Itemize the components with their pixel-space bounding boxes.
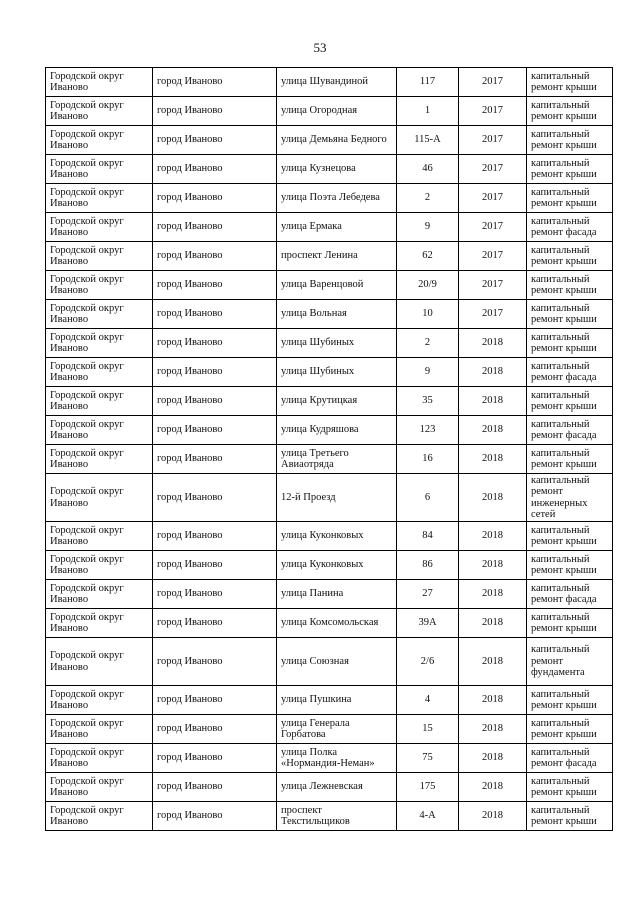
street-cell: улица Кузнецова — [277, 155, 397, 184]
street-cell: улица Куконковых — [277, 551, 397, 580]
district-cell: Городской округ Иваново — [46, 68, 153, 97]
city-cell: город Иваново — [153, 802, 277, 831]
street-cell: 12-й Проезд — [277, 474, 397, 522]
work-type-cell: капитальный ремонт крыши — [527, 551, 613, 580]
table-row — [46, 474, 613, 522]
table-row — [46, 445, 613, 474]
year-cell: 2017 — [459, 300, 527, 329]
city-cell: город Иваново — [153, 715, 277, 744]
house-number-cell: 15 — [397, 715, 459, 744]
street-cell: проспект Текстильщиков — [277, 802, 397, 831]
house-number-cell: 39А — [397, 609, 459, 638]
year-cell: 2018 — [459, 580, 527, 609]
table-row — [46, 773, 613, 802]
year-cell: 2017 — [459, 271, 527, 300]
district-cell: Городской округ Иваново — [46, 387, 153, 416]
work-type-cell: капитальный ремонт крыши — [527, 715, 613, 744]
table-row — [46, 802, 613, 831]
city-cell: город Иваново — [153, 271, 277, 300]
district-cell: Городской округ Иваново — [46, 300, 153, 329]
city-cell: город Иваново — [153, 68, 277, 97]
house-number-cell: 84 — [397, 522, 459, 551]
work-type-cell: капитальный ремонт фасада — [527, 213, 613, 242]
table-row — [46, 522, 613, 551]
street-cell: улица Шубиных — [277, 329, 397, 358]
table-row — [46, 155, 613, 184]
street-cell: улица Ермака — [277, 213, 397, 242]
street-cell: улица Комсомольская — [277, 609, 397, 638]
city-cell: город Иваново — [153, 686, 277, 715]
district-cell: Городской округ Иваново — [46, 580, 153, 609]
house-number-cell: 6 — [397, 474, 459, 522]
house-number-cell: 115-А — [397, 126, 459, 155]
year-cell: 2018 — [459, 387, 527, 416]
year-cell: 2018 — [459, 638, 527, 686]
year-cell: 2017 — [459, 184, 527, 213]
street-cell: улица Лежневская — [277, 773, 397, 802]
street-cell: улица Поэта Лебедева — [277, 184, 397, 213]
house-number-cell: 62 — [397, 242, 459, 271]
house-number-cell: 1 — [397, 97, 459, 126]
city-cell: город Иваново — [153, 416, 277, 445]
year-cell: 2018 — [459, 715, 527, 744]
table-row — [46, 358, 613, 387]
house-number-cell: 2 — [397, 184, 459, 213]
table-row — [46, 242, 613, 271]
work-type-cell: капитальный ремонт крыши — [527, 802, 613, 831]
house-number-cell: 16 — [397, 445, 459, 474]
district-cell: Городской округ Иваново — [46, 97, 153, 126]
house-number-cell: 75 — [397, 744, 459, 773]
table-row — [46, 387, 613, 416]
year-cell: 2018 — [459, 609, 527, 638]
district-cell: Городской округ Иваново — [46, 715, 153, 744]
year-cell: 2017 — [459, 68, 527, 97]
work-type-cell: капитальный ремонт крыши — [527, 522, 613, 551]
work-type-cell: капитальный ремонт крыши — [527, 126, 613, 155]
year-cell: 2018 — [459, 416, 527, 445]
table-row — [46, 416, 613, 445]
table-row — [46, 551, 613, 580]
house-number-cell: 2 — [397, 329, 459, 358]
district-cell: Городской округ Иваново — [46, 155, 153, 184]
district-cell: Городской округ Иваново — [46, 445, 153, 474]
city-cell: город Иваново — [153, 387, 277, 416]
street-cell: улица Куконковых — [277, 522, 397, 551]
house-number-cell: 123 — [397, 416, 459, 445]
district-cell: Городской округ Иваново — [46, 242, 153, 271]
district-cell: Городской округ Иваново — [46, 126, 153, 155]
house-number-cell: 10 — [397, 300, 459, 329]
house-number-cell: 86 — [397, 551, 459, 580]
page-number: 53 — [313, 40, 327, 55]
street-cell: улица Шубиных — [277, 358, 397, 387]
street-cell: улица Крутицкая — [277, 387, 397, 416]
district-cell: Городской округ Иваново — [46, 474, 153, 522]
house-number-cell: 2/6 — [397, 638, 459, 686]
house-number-cell: 117 — [397, 68, 459, 97]
work-type-cell: капитальный ремонт крыши — [527, 773, 613, 802]
table-row — [46, 329, 613, 358]
work-type-cell: капитальный ремонт фасада — [527, 580, 613, 609]
year-cell: 2018 — [459, 474, 527, 522]
house-number-cell: 46 — [397, 155, 459, 184]
district-cell: Городской округ Иваново — [46, 638, 153, 686]
street-cell: улица Третьего Авиаотряда — [277, 445, 397, 474]
street-cell: улица Кудряшова — [277, 416, 397, 445]
year-cell: 2018 — [459, 802, 527, 831]
table-row — [46, 97, 613, 126]
street-cell: улица Вольная — [277, 300, 397, 329]
city-cell: город Иваново — [153, 638, 277, 686]
year-cell: 2018 — [459, 773, 527, 802]
year-cell: 2017 — [459, 213, 527, 242]
house-number-cell: 9 — [397, 358, 459, 387]
year-cell: 2018 — [459, 358, 527, 387]
work-type-cell: капитальный ремонт фасада — [527, 358, 613, 387]
work-type-cell: капитальный ремонт крыши — [527, 242, 613, 271]
year-cell: 2017 — [459, 155, 527, 184]
table-row — [46, 300, 613, 329]
table-row — [46, 686, 613, 715]
district-cell: Городской округ Иваново — [46, 213, 153, 242]
house-number-cell: 9 — [397, 213, 459, 242]
street-cell: улица Генерала Горбатова — [277, 715, 397, 744]
year-cell: 2018 — [459, 329, 527, 358]
work-type-cell: капитальный ремонт крыши — [527, 271, 613, 300]
work-type-cell: капитальный ремонт фасада — [527, 416, 613, 445]
district-cell: Городской округ Иваново — [46, 802, 153, 831]
year-cell: 2018 — [459, 445, 527, 474]
work-type-cell: капитальный ремонт крыши — [527, 686, 613, 715]
street-cell: улица Пушкина — [277, 686, 397, 715]
table-row — [46, 715, 613, 744]
city-cell: город Иваново — [153, 242, 277, 271]
house-number-cell: 20/9 — [397, 271, 459, 300]
year-cell: 2017 — [459, 97, 527, 126]
district-cell: Городской округ Иваново — [46, 522, 153, 551]
house-number-cell: 175 — [397, 773, 459, 802]
table-row — [46, 126, 613, 155]
work-type-cell: капитальный ремонт фундамента — [527, 638, 613, 686]
district-cell: Городской округ Иваново — [46, 271, 153, 300]
table-row — [46, 580, 613, 609]
work-type-cell: капитальный ремонт крыши — [527, 445, 613, 474]
work-type-cell: капитальный ремонт фасада — [527, 744, 613, 773]
city-cell: город Иваново — [153, 551, 277, 580]
street-cell: улица Шувандиной — [277, 68, 397, 97]
work-type-cell: капитальный ремонт крыши — [527, 387, 613, 416]
district-cell: Городской округ Иваново — [46, 551, 153, 580]
district-cell: Городской округ Иваново — [46, 416, 153, 445]
city-cell: город Иваново — [153, 744, 277, 773]
street-cell: улица Полка «Нормандия-Неман» — [277, 744, 397, 773]
table-row — [46, 744, 613, 773]
city-cell: город Иваново — [153, 97, 277, 126]
city-cell: город Иваново — [153, 773, 277, 802]
city-cell: город Иваново — [153, 474, 277, 522]
district-cell: Городской округ Иваново — [46, 686, 153, 715]
house-number-cell: 4-А — [397, 802, 459, 831]
work-type-cell: капитальный ремонт крыши — [527, 329, 613, 358]
street-cell: улица Панина — [277, 580, 397, 609]
district-cell: Городской округ Иваново — [46, 358, 153, 387]
city-cell: город Иваново — [153, 522, 277, 551]
city-cell: город Иваново — [153, 445, 277, 474]
table-row — [46, 271, 613, 300]
work-type-cell: капитальный ремонт крыши — [527, 300, 613, 329]
table-row — [46, 213, 613, 242]
city-cell: город Иваново — [153, 609, 277, 638]
year-cell: 2018 — [459, 686, 527, 715]
work-type-cell: капитальный ремонт инженерных сетей — [527, 474, 613, 522]
work-type-cell: капитальный ремонт крыши — [527, 155, 613, 184]
year-cell: 2018 — [459, 551, 527, 580]
city-cell: город Иваново — [153, 184, 277, 213]
city-cell: город Иваново — [153, 329, 277, 358]
house-number-cell: 4 — [397, 686, 459, 715]
city-cell: город Иваново — [153, 580, 277, 609]
work-type-cell: капитальный ремонт крыши — [527, 609, 613, 638]
year-cell: 2018 — [459, 522, 527, 551]
city-cell: город Иваново — [153, 213, 277, 242]
repair-schedule-table — [45, 67, 613, 831]
work-type-cell: капитальный ремонт крыши — [527, 184, 613, 213]
table-body — [46, 68, 613, 831]
district-cell: Городской округ Иваново — [46, 744, 153, 773]
district-cell: Городской округ Иваново — [46, 329, 153, 358]
street-cell: проспект Ленина — [277, 242, 397, 271]
year-cell: 2018 — [459, 744, 527, 773]
table-row — [46, 609, 613, 638]
table-row — [46, 68, 613, 97]
street-cell: улица Союзная — [277, 638, 397, 686]
table-row — [46, 638, 613, 686]
city-cell: город Иваново — [153, 126, 277, 155]
district-cell: Городской округ Иваново — [46, 773, 153, 802]
year-cell: 2017 — [459, 126, 527, 155]
street-cell: улица Варенцовой — [277, 271, 397, 300]
work-type-cell: капитальный ремонт крыши — [527, 68, 613, 97]
district-cell: Городской округ Иваново — [46, 184, 153, 213]
year-cell: 2017 — [459, 242, 527, 271]
house-number-cell: 35 — [397, 387, 459, 416]
work-type-cell: капитальный ремонт крыши — [527, 97, 613, 126]
city-cell: город Иваново — [153, 155, 277, 184]
house-number-cell: 27 — [397, 580, 459, 609]
city-cell: город Иваново — [153, 358, 277, 387]
table-row — [46, 184, 613, 213]
city-cell: город Иваново — [153, 300, 277, 329]
street-cell: улица Демьяна Бедного — [277, 126, 397, 155]
district-cell: Городской округ Иваново — [46, 609, 153, 638]
street-cell: улица Огородная — [277, 97, 397, 126]
